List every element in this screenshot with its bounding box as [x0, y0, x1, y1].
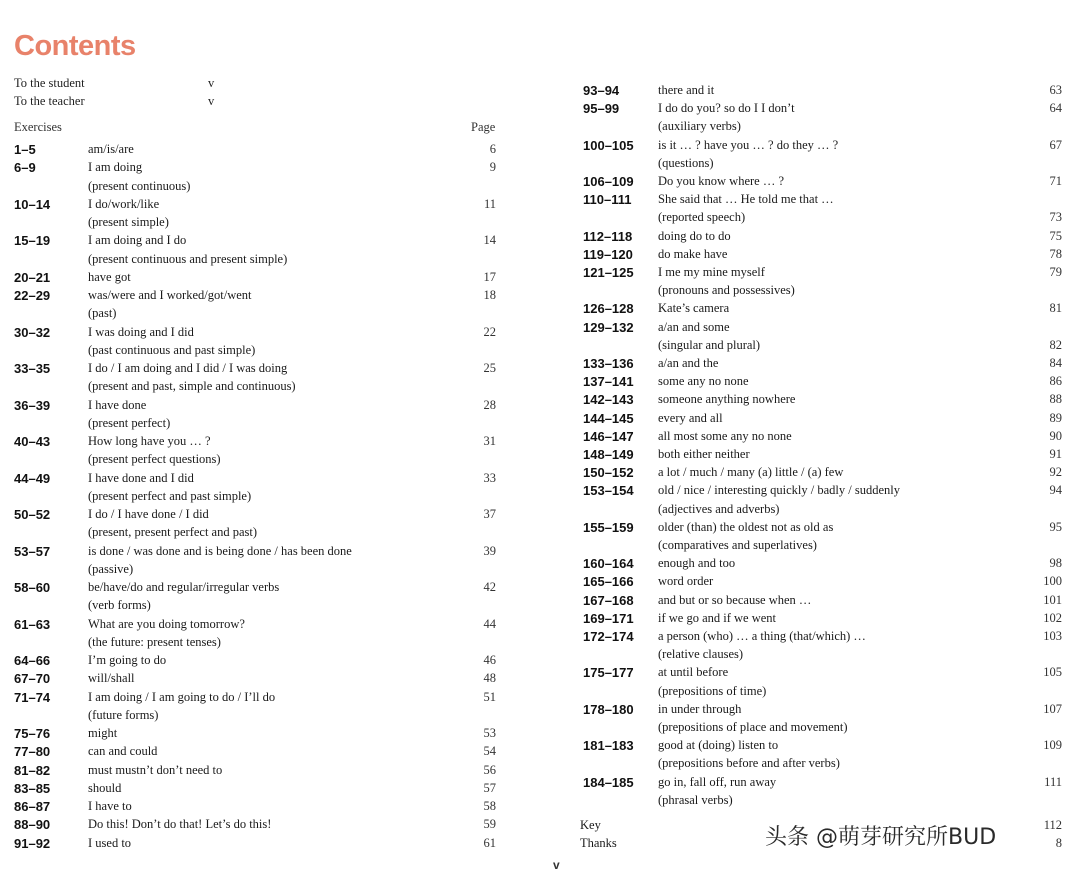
exercise-title: a/an and the — [658, 356, 719, 370]
exercise-number: 148–149 — [583, 447, 634, 462]
exercise-number: 61–63 — [14, 616, 51, 632]
exercise-title: I me my mine myself — [658, 265, 765, 279]
page-number: 79 — [1049, 265, 1062, 279]
exercise-title: some any no none — [658, 374, 749, 389]
exercise-number: 181–183 — [583, 738, 634, 754]
exercises-header: Exercises — [14, 120, 62, 134]
page-number: 91 — [1049, 447, 1062, 461]
exercise-number: 22–29 — [14, 288, 51, 303]
contents-row — [0, 664, 1080, 682]
exercise-title: good at (doing) listen to — [658, 738, 779, 753]
page-number: 25 — [483, 361, 496, 375]
exercise-title: and but or so because when … — [658, 592, 812, 607]
exercise-title: I am doing and I do — [88, 233, 187, 248]
page-number: 31 — [483, 434, 496, 448]
exercise-title: I have done — [88, 397, 147, 412]
exercise-number: 119–120 — [583, 246, 633, 262]
exercise-title: I used to — [88, 835, 132, 850]
contents-row — [0, 373, 1080, 391]
exercise-title: will/shall — [88, 671, 135, 686]
exercise-title: every and all — [658, 410, 723, 425]
exercise-title: (verb forms) — [88, 598, 151, 613]
exercise-number: 169–171 — [583, 610, 634, 626]
exercise-title: (present continuous and present simple) — [88, 251, 288, 266]
page-number: 28 — [483, 397, 496, 412]
exercise-title: (auxiliary verbs) — [658, 119, 741, 134]
intro-label: To the teacher — [14, 94, 85, 108]
exercise-title: might — [88, 726, 118, 740]
exercise-number: 53–57 — [14, 543, 51, 559]
exercise-title: a lot / much / many (a) little / (a) few — [658, 465, 844, 480]
exercise-title: I am doing / I am going to do / I’ll do — [88, 689, 276, 704]
exercise-title: (relative clauses) — [658, 647, 744, 662]
contents-row — [0, 118, 1080, 136]
back-matter-page: 112 — [1043, 818, 1062, 832]
exercise-number: 1–5 — [14, 142, 36, 157]
contents-row — [0, 410, 1080, 428]
exercise-number: 83–85 — [14, 780, 51, 796]
exercise-title: was/were and I worked/got/went — [88, 288, 252, 302]
page-number: 105 — [1043, 665, 1062, 680]
page-number: 37 — [483, 507, 496, 521]
page-number: 86 — [1049, 374, 1062, 389]
exercise-title: (past) — [88, 306, 117, 321]
page-number: 57 — [483, 780, 496, 795]
exercise-title: (past continuous and past simple) — [88, 342, 256, 357]
page-number: 48 — [483, 671, 496, 686]
exercise-number: 144–145 — [583, 410, 634, 426]
exercise-title: (prepositions of place and movement) — [658, 720, 848, 734]
contents-row — [0, 501, 1080, 519]
exercise-number: 20–21 — [14, 269, 51, 285]
exercise-number: 133–136 — [583, 356, 634, 371]
exercise-number: 172–174 — [583, 629, 634, 644]
exercise-number: 75–76 — [14, 726, 51, 741]
exercise-number: 184–185 — [583, 774, 634, 790]
page-number: 59 — [483, 817, 496, 832]
exercise-title: She said that … He told me that … — [658, 192, 834, 207]
contents-row — [0, 628, 1080, 646]
exercise-title: (pronouns and possessives) — [658, 283, 795, 298]
page-number: 103 — [1043, 629, 1062, 643]
exercise-title: have got — [88, 269, 131, 284]
contents-row — [0, 191, 1080, 209]
exercise-title: Do you know where … ? — [658, 174, 785, 188]
exercise-title: doing do to do — [658, 228, 731, 243]
contents-row — [0, 774, 1080, 792]
exercise-title: (prepositions before and after verbs) — [658, 756, 840, 771]
contents-row — [0, 519, 1080, 537]
contents-row — [0, 701, 1080, 719]
exercise-number: 10–14 — [14, 196, 51, 212]
contents-row — [0, 264, 1080, 282]
contents-row — [0, 592, 1080, 610]
exercise-title: Kate’s camera — [658, 301, 730, 316]
contents-row — [0, 137, 1080, 155]
exercise-title: should — [88, 780, 122, 795]
exercise-title: (present simple) — [88, 215, 169, 229]
exercise-number: 106–109 — [583, 174, 634, 189]
exercise-number: 91–92 — [14, 835, 51, 851]
page-number: 18 — [483, 288, 496, 302]
exercise-number: 95–99 — [583, 101, 620, 117]
exercise-title: I am doing — [88, 160, 143, 175]
exercise-number: 178–180 — [583, 701, 634, 717]
contents-row — [0, 755, 1080, 773]
exercise-title: (the future: present tenses) — [88, 634, 221, 649]
exercise-number: 44–49 — [14, 470, 51, 486]
contents-row — [0, 646, 1080, 664]
exercise-title: be/have/do and regular/irregular verbs — [88, 580, 280, 594]
intro-page: v — [208, 94, 215, 108]
exercise-number: 137–141 — [583, 374, 634, 390]
exercise-title: (present, present perfect and past) — [88, 525, 258, 540]
exercise-number: 88–90 — [14, 817, 51, 833]
exercise-title: old / nice / interesting quickly / badly / suddenly — [658, 483, 900, 498]
page-number: 84 — [1049, 356, 1062, 370]
exercise-title: do make have — [658, 246, 728, 261]
exercise-title: (comparatives and superlatives) — [658, 538, 817, 552]
page-title: Contents — [14, 30, 136, 62]
exercise-title: (prepositions of time) — [658, 683, 767, 698]
contents-row — [0, 155, 1080, 176]
exercise-title: can and could — [88, 744, 158, 759]
exercise-number: 126–128 — [583, 301, 634, 317]
contents-row — [0, 792, 1080, 810]
page-header: Page — [471, 120, 496, 134]
exercise-title: all most some any no none — [658, 428, 792, 443]
exercise-number: 33–35 — [14, 361, 51, 376]
page-number: 44 — [483, 616, 496, 631]
page-number: 71 — [1049, 174, 1062, 188]
contents-row — [0, 246, 1080, 264]
page-number: 82 — [1049, 337, 1062, 352]
page-number: 22 — [483, 324, 496, 339]
page-number: 88 — [1049, 392, 1062, 407]
contents-row — [0, 573, 1080, 591]
contents-row — [0, 100, 1080, 118]
exercise-number: 165–166 — [583, 574, 634, 590]
page-number: 33 — [483, 470, 496, 485]
exercise-title: I have to — [88, 799, 132, 813]
exercise-number: 93–94 — [583, 83, 620, 98]
back-matter-label: Key — [580, 818, 601, 832]
exercise-title: (present perfect questions) — [88, 452, 221, 467]
contents-row — [0, 555, 1080, 573]
page-number: 98 — [1049, 556, 1062, 571]
exercise-number: 58–60 — [14, 580, 51, 595]
page-number: 51 — [483, 689, 496, 704]
exercise-title: (present perfect and past simple) — [88, 488, 252, 503]
exercise-title: (present continuous) — [88, 178, 191, 193]
exercise-number: 167–168 — [583, 592, 634, 608]
exercise-title: if we go and if we went — [658, 610, 777, 625]
page-number: 100 — [1043, 574, 1062, 589]
exercise-title: both either neither — [658, 447, 750, 461]
page-number: 95 — [1049, 519, 1062, 534]
exercise-title: Do this! Don’t do that! Let’s do this! — [88, 817, 272, 832]
exercise-title: I do / I am doing and I did / I was doing — [88, 361, 288, 375]
contents-row — [0, 82, 1080, 100]
exercise-number: 175–177 — [583, 665, 634, 681]
contents-row — [0, 464, 1080, 482]
exercise-number: 155–159 — [583, 519, 634, 535]
page-number: 42 — [483, 580, 496, 594]
contents-row — [0, 282, 1080, 300]
exercise-title: (singular and plural) — [658, 337, 761, 352]
exercise-number: 142–143 — [583, 392, 634, 408]
exercise-title: (phrasal verbs) — [658, 792, 733, 807]
exercise-title: is it … ? have you … ? do they … ? — [658, 137, 839, 152]
page-number: 39 — [483, 543, 496, 558]
exercise-number: 71–74 — [14, 689, 51, 705]
exercise-number: 30–32 — [14, 324, 51, 340]
contents-row — [0, 482, 1080, 500]
exercise-title: is done / was done and is being done / has been done — [88, 543, 352, 558]
exercise-title: enough and too — [658, 556, 736, 571]
page-number: 102 — [1043, 610, 1062, 625]
exercise-number: 146–147 — [583, 428, 634, 444]
page-number: 73 — [1049, 210, 1062, 225]
exercise-number: 86–87 — [14, 799, 51, 814]
page-number: 81 — [1049, 301, 1062, 316]
exercise-title: I have done and I did — [88, 470, 194, 485]
page-number: 107 — [1043, 701, 1062, 716]
page-number: 6 — [489, 142, 496, 156]
page-number: 111 — [1044, 774, 1062, 789]
exercise-number: 36–39 — [14, 397, 51, 413]
back-matter-page: 8 — [1055, 836, 1062, 850]
contents-row — [0, 537, 1080, 555]
intro-label: To the student — [14, 76, 85, 90]
back-matter-label: Thanks — [580, 836, 617, 850]
exercise-number: 110–111 — [583, 192, 632, 208]
contents-row — [0, 209, 1080, 227]
page-number: 89 — [1049, 410, 1062, 425]
page-number: 9 — [489, 160, 496, 175]
exercise-title: (reported speech) — [658, 210, 746, 225]
contents-row — [0, 173, 1080, 191]
contents-row — [0, 337, 1080, 355]
contents-row — [0, 719, 1080, 737]
exercise-number: 67–70 — [14, 671, 51, 687]
exercise-title: (questions) — [658, 155, 714, 170]
exercise-number: 153–154 — [583, 483, 634, 499]
exercise-title: What are you doing tomorrow? — [88, 616, 245, 631]
page-number: 61 — [483, 835, 496, 850]
page-number: 58 — [483, 799, 496, 813]
contents-row — [0, 610, 1080, 628]
exercise-title: I do / I have done / I did — [88, 507, 209, 521]
exercise-title: in under through — [658, 701, 742, 716]
exercise-title: must mustn’t don’t need to — [88, 762, 223, 777]
exercise-title: word order — [658, 574, 714, 589]
exercise-number: 150–152 — [583, 465, 634, 481]
page-number: 17 — [483, 269, 496, 284]
page-number: 75 — [1049, 228, 1062, 243]
exercise-title: at until before — [658, 665, 729, 680]
exercise-title: go in, fall off, run away — [658, 774, 777, 789]
page-number: 64 — [1049, 101, 1062, 116]
exercise-title: a person (who) … a thing (that/which) … — [658, 629, 866, 643]
contents-row — [0, 319, 1080, 337]
exercise-title: (present perfect) — [88, 415, 171, 430]
exercise-title: I’m going to do — [88, 653, 167, 667]
exercise-number: 50–52 — [14, 507, 51, 522]
page-number: 54 — [483, 744, 496, 759]
page-number: 90 — [1049, 428, 1062, 443]
page-number: 94 — [1049, 483, 1062, 498]
contents-row — [0, 446, 1080, 464]
exercise-number: 77–80 — [14, 744, 51, 760]
contents-row — [0, 428, 1080, 446]
exercise-number: 129–132 — [583, 319, 634, 335]
page-number: 63 — [1049, 83, 1062, 97]
exercise-title: a/an and some — [658, 319, 730, 334]
contents-row — [0, 391, 1080, 409]
page-number: 109 — [1043, 738, 1062, 753]
footer-page-number: v — [553, 858, 560, 872]
exercise-title: someone anything nowhere — [658, 392, 796, 407]
exercise-number: 6–9 — [14, 160, 36, 176]
page-number: 53 — [483, 726, 496, 740]
page-number: 78 — [1049, 246, 1062, 261]
exercise-number: 121–125 — [583, 265, 634, 280]
exercise-number: 100–105 — [583, 137, 634, 153]
exercise-number: 15–19 — [14, 233, 51, 249]
page-number: 11 — [483, 196, 496, 211]
exercise-title: am/is/are — [88, 142, 134, 156]
exercise-title: I was doing and I did — [88, 324, 194, 339]
contents-row — [0, 228, 1080, 249]
exercise-number: 112–118 — [583, 228, 633, 244]
watermark: 头条 @萌芽研究所BUD — [765, 825, 997, 850]
exercise-title: (adjectives and adverbs) — [658, 501, 780, 516]
exercise-title: there and it — [658, 83, 715, 97]
page-number: 46 — [483, 653, 496, 667]
exercise-title: (passive) — [88, 561, 134, 576]
contents-row — [0, 737, 1080, 755]
exercise-title: (future forms) — [88, 707, 159, 722]
page-number: 56 — [483, 762, 496, 777]
page-number: 101 — [1043, 592, 1062, 607]
exercise-number: 64–66 — [14, 653, 51, 668]
contents-row — [0, 683, 1080, 701]
page-number: 67 — [1049, 137, 1062, 152]
contents-row — [0, 355, 1080, 373]
exercise-number: 40–43 — [14, 434, 51, 449]
contents-row — [0, 300, 1080, 318]
exercise-number: 160–164 — [583, 556, 634, 572]
intro-page: v — [208, 76, 215, 90]
page-number: 92 — [1049, 465, 1062, 480]
exercise-title: older (than) the oldest not as old as — [658, 519, 834, 534]
page-number: 14 — [483, 233, 496, 248]
exercise-title: (present and past, simple and continuous) — [88, 379, 296, 394]
exercise-title: I do/work/like — [88, 196, 160, 211]
exercise-title: I do do you? so do I I don’t — [658, 101, 795, 116]
exercise-title: How long have you … ? — [88, 434, 211, 448]
exercise-number: 81–82 — [14, 762, 51, 778]
